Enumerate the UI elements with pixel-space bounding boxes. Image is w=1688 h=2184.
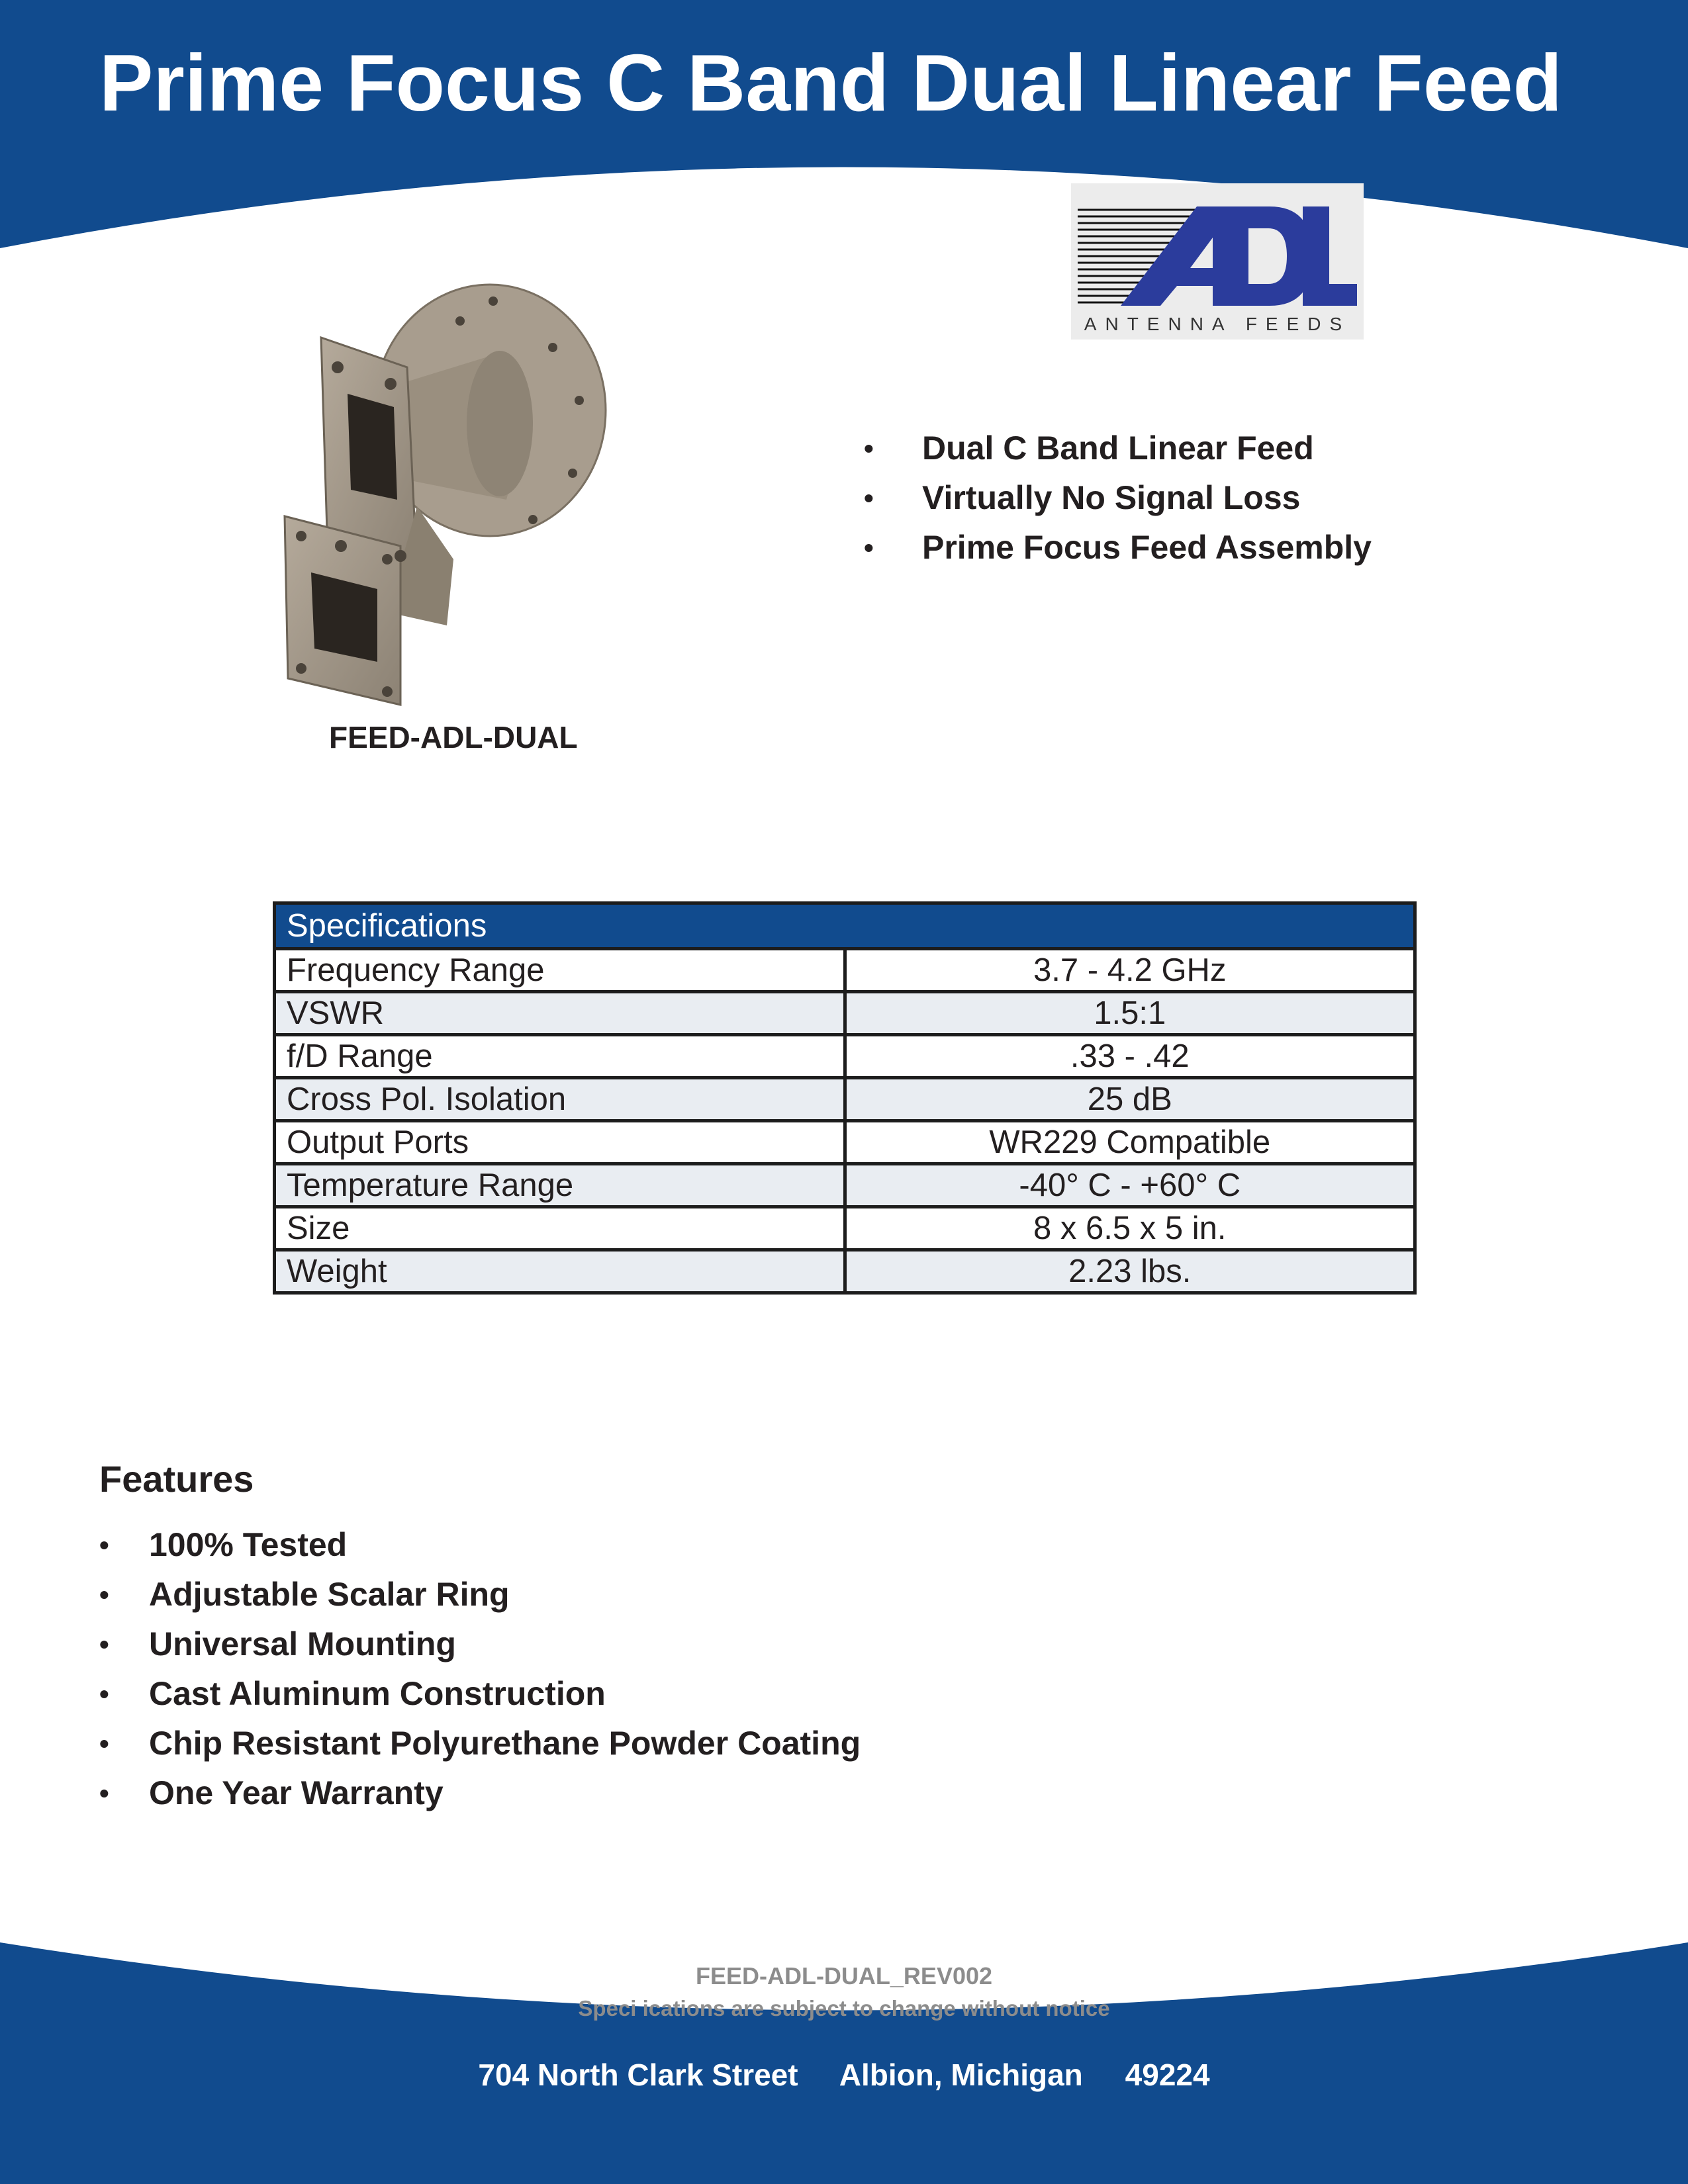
table-row xyxy=(275,1164,1415,1207)
spec-value: .33 - .42 xyxy=(845,1035,1415,1078)
specifications-heading: Specifications xyxy=(275,903,1415,949)
highlight-text: Dual C Band Linear Feed xyxy=(922,430,1314,467)
spec-label: Temperature Range xyxy=(275,1164,845,1207)
bullet: • xyxy=(864,532,874,563)
table-row xyxy=(275,992,1415,1035)
spec-label: Size xyxy=(275,1207,845,1250)
spec-value: -40° C - +60° C xyxy=(845,1164,1415,1207)
list-item xyxy=(99,1768,861,1818)
list-item xyxy=(99,1570,861,1619)
spec-value: 25 dB xyxy=(845,1078,1415,1121)
spec-label: Output Ports xyxy=(275,1121,845,1164)
page-title: Prime Focus C Band Dual Linear Feed xyxy=(99,38,1563,128)
list-item xyxy=(99,1669,861,1719)
spec-value: 8 x 6.5 x 5 in. xyxy=(845,1207,1415,1250)
footer-address: 704 North Clark Street Albion, Michigan 49224 xyxy=(478,2058,1210,2092)
spec-value: 1.5:1 xyxy=(845,992,1415,1035)
highlight-item xyxy=(864,424,1372,473)
spec-label: Cross Pol. Isolation xyxy=(275,1078,845,1121)
feature-text: Chip Resistant Polyurethane Powder Coating xyxy=(149,1725,861,1762)
highlights-list xyxy=(864,424,1372,572)
table-row xyxy=(275,949,1415,992)
change-notice: Speci ications are subject to change without notice xyxy=(578,1996,1110,2021)
highlight-text: Prime Focus Feed Assembly xyxy=(922,529,1372,566)
list-item xyxy=(99,1520,861,1570)
highlight-item xyxy=(864,523,1372,572)
features-heading: Features xyxy=(99,1458,254,1500)
list-item xyxy=(99,1619,861,1669)
spec-label: VSWR xyxy=(275,992,845,1035)
product-caption: FEED-ADL-DUAL xyxy=(329,720,578,754)
table-row xyxy=(275,1035,1415,1078)
spec-label: f/D Range xyxy=(275,1035,845,1078)
spec-label: Frequency Range xyxy=(275,949,845,992)
highlight-item xyxy=(864,473,1372,523)
adl-logo xyxy=(1071,183,1364,340)
feature-text: Adjustable Scalar Ring xyxy=(149,1576,510,1613)
bullet: • xyxy=(99,1629,109,1660)
list-item xyxy=(99,1719,861,1768)
bullet: • xyxy=(99,1778,109,1809)
table-row xyxy=(275,1121,1415,1164)
bullet: • xyxy=(99,1728,109,1759)
feature-text: 100% Tested xyxy=(149,1526,348,1563)
spec-value: 2.23 lbs. xyxy=(845,1250,1415,1293)
table-row xyxy=(275,1078,1415,1121)
feature-text: Cast Aluminum Construction xyxy=(149,1675,606,1712)
spec-value: 3.7 - 4.2 GHz xyxy=(845,949,1415,992)
feature-text: One Year Warranty xyxy=(149,1774,444,1811)
spec-value: WR229 Compatible xyxy=(845,1121,1415,1164)
highlight-text: Virtually No Signal Loss xyxy=(922,479,1301,516)
table-row xyxy=(275,1250,1415,1293)
bullet: • xyxy=(99,1579,109,1610)
feed-assembly-image xyxy=(268,281,639,711)
bullet: • xyxy=(99,1529,109,1561)
logo-tagline: ANTENNA FEEDS xyxy=(1084,314,1351,334)
feature-text: Universal Mounting xyxy=(149,1625,456,1662)
bullet: • xyxy=(99,1678,109,1709)
revision-code: FEED-ADL-DUAL_REV002 xyxy=(695,1962,993,1989)
features-list xyxy=(99,1520,861,1818)
table-row xyxy=(275,1207,1415,1250)
bullet: • xyxy=(864,433,874,464)
specifications-table xyxy=(273,901,1417,1295)
spec-label: Weight xyxy=(275,1250,845,1293)
bullet: • xyxy=(864,482,874,514)
